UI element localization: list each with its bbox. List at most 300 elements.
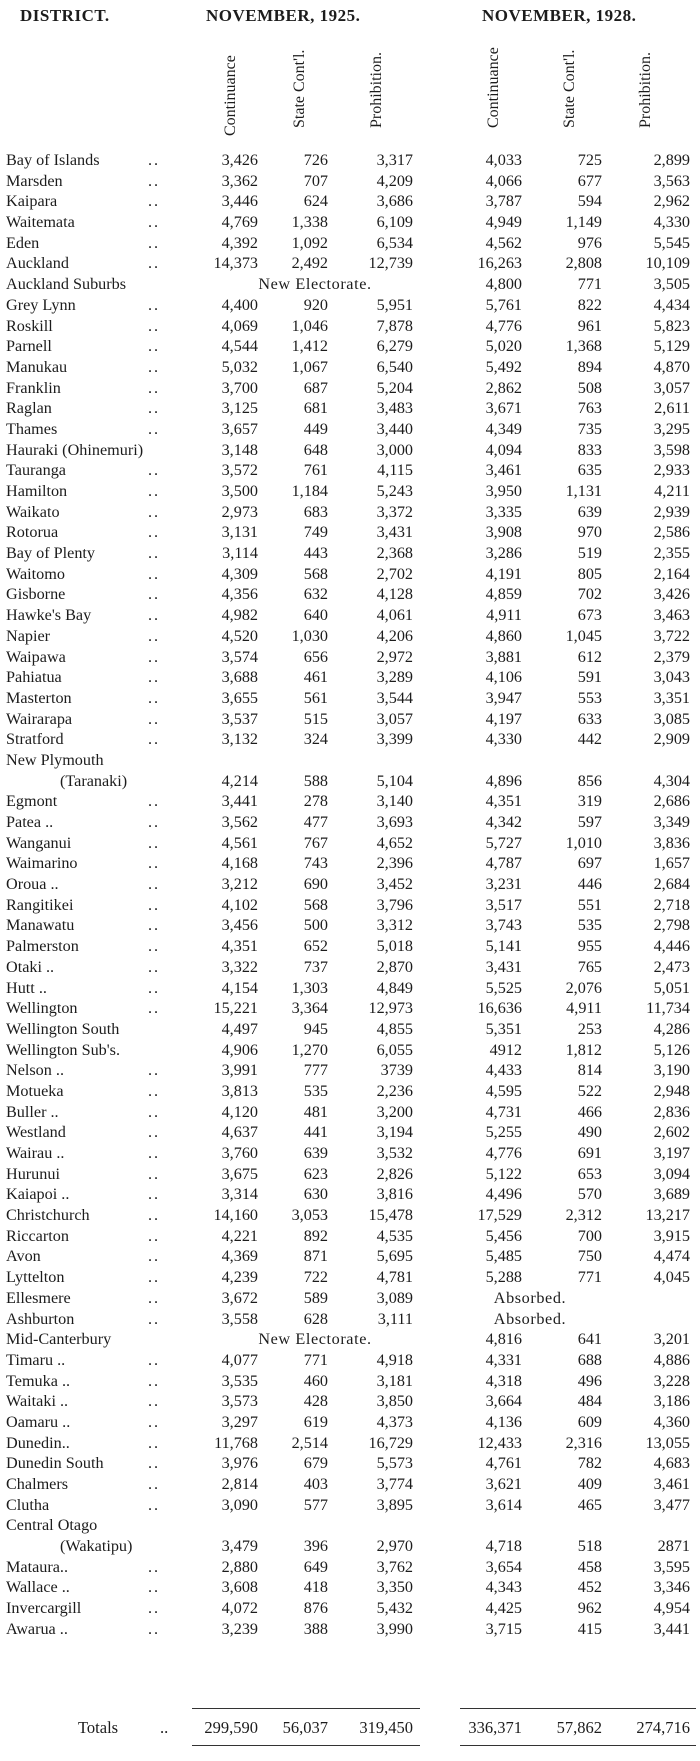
continuance-1928: 4,066 bbox=[485, 171, 522, 190]
prohibition-1925: 5,104 bbox=[376, 771, 413, 790]
continuance-1928: 5,525 bbox=[485, 978, 522, 997]
state-1925: 428 bbox=[303, 1392, 328, 1411]
continuance-1928: 4,197 bbox=[485, 709, 522, 728]
leader-dots: .. bbox=[148, 1123, 161, 1142]
continuance-1928: 4,351 bbox=[485, 792, 522, 811]
continuance-1925: 3,362 bbox=[221, 171, 258, 190]
total-state-1925: 56,037 bbox=[282, 1718, 328, 1737]
state-1928: 771 bbox=[577, 1268, 602, 1287]
state-1925: 500 bbox=[303, 916, 328, 935]
continuance-1925: 3,212 bbox=[221, 875, 258, 894]
state-1928: 597 bbox=[577, 813, 602, 832]
state-1925: 1,046 bbox=[291, 316, 328, 335]
continuance-1928: 4,896 bbox=[485, 771, 522, 790]
continuance-1928: 3,621 bbox=[485, 1475, 522, 1494]
leader-dots: .. bbox=[148, 957, 161, 976]
prohibition-1925: 3,774 bbox=[376, 1475, 413, 1494]
prohibition-1928: 4,434 bbox=[653, 295, 690, 314]
state-1925: 619 bbox=[303, 1412, 328, 1431]
continuance-1928: 4,787 bbox=[485, 854, 522, 873]
district-name: Pahiatua bbox=[6, 668, 62, 687]
state-1925: 461 bbox=[303, 668, 328, 687]
prohibition-1925: 5,951 bbox=[376, 295, 413, 314]
prohibition-1925: 3,289 bbox=[376, 668, 413, 687]
continuance-1928: 3,231 bbox=[485, 875, 522, 894]
table-row bbox=[0, 1309, 700, 1330]
continuance-1925: 14,160 bbox=[213, 1206, 258, 1225]
prohibition-1928: 4,045 bbox=[653, 1268, 690, 1287]
table-row bbox=[0, 1246, 700, 1267]
continuance-1925: 3,558 bbox=[221, 1309, 258, 1328]
state-1925: 1,412 bbox=[291, 337, 328, 356]
leader-dots: .. bbox=[148, 378, 161, 397]
district-name: Clutha bbox=[6, 1495, 50, 1514]
continuance-1925: 3,456 bbox=[221, 916, 258, 935]
prohibition-1928: 3,057 bbox=[653, 378, 690, 397]
table-row bbox=[0, 1495, 700, 1516]
district-name: Bay of Plenty bbox=[6, 544, 96, 563]
table-row bbox=[0, 1122, 700, 1143]
continuance-1928: 3,947 bbox=[485, 688, 522, 707]
leader-dots: .. bbox=[148, 295, 161, 314]
leader-dots: .. bbox=[148, 688, 161, 707]
continuance-1928: 4,911 bbox=[486, 606, 522, 625]
table-row bbox=[0, 998, 700, 1019]
state-1925: 726 bbox=[303, 151, 328, 169]
state-1925: 656 bbox=[303, 647, 328, 666]
table-row bbox=[0, 895, 700, 916]
prohibition-1928: 4,211 bbox=[654, 482, 690, 500]
district-name: Kaiapoi .. bbox=[6, 1185, 70, 1204]
table-row bbox=[0, 1350, 700, 1371]
state-1925: 632 bbox=[303, 585, 328, 604]
table-row bbox=[0, 212, 700, 233]
leader-dots: .. bbox=[148, 792, 161, 811]
prohibition-1925: 3,686 bbox=[376, 192, 413, 211]
state-1928: 822 bbox=[577, 295, 602, 314]
prohibition-1925: 3,399 bbox=[376, 730, 413, 749]
leader-dots: .. bbox=[148, 937, 161, 956]
continuance-1928: 12,433 bbox=[477, 1433, 522, 1452]
leader-dots: .. bbox=[148, 461, 161, 480]
leader-dots: .. bbox=[148, 999, 161, 1018]
leader-dots: .. bbox=[148, 1102, 161, 1121]
district-name: Wairau .. bbox=[6, 1144, 65, 1163]
district-name: Grey Lynn bbox=[6, 295, 76, 314]
state-1925: 771 bbox=[303, 1350, 328, 1369]
prohibition-1928: 4,330 bbox=[653, 213, 690, 232]
state-1928: 594 bbox=[577, 192, 602, 211]
table-row bbox=[0, 1433, 700, 1454]
prohibition-1925: 2,236 bbox=[376, 1081, 413, 1100]
continuance-1925: 3,535 bbox=[221, 1371, 258, 1390]
prohibition-1925: 6,055 bbox=[376, 1040, 413, 1059]
prohibition-1925: 6,540 bbox=[376, 357, 413, 376]
prohibition-1925: 4,855 bbox=[376, 1019, 413, 1038]
table-row bbox=[0, 191, 700, 212]
district-name: Central Otago bbox=[6, 1516, 98, 1535]
state-1925: 892 bbox=[303, 1226, 328, 1245]
prohibition-1925: 3,532 bbox=[376, 1144, 413, 1163]
prohibition-1925: 4,918 bbox=[376, 1350, 413, 1369]
nov-1928-heading: NOVEMBER, 1928. bbox=[482, 6, 637, 25]
prohibition-1928: 2,686 bbox=[653, 792, 690, 811]
prohibition-1925: 5,243 bbox=[376, 482, 413, 500]
continuance-1925: 3,760 bbox=[221, 1144, 258, 1163]
continuance-1925: 4,077 bbox=[221, 1350, 258, 1369]
continuance-1925: 2,973 bbox=[221, 502, 258, 521]
state-1928: 691 bbox=[577, 1144, 602, 1163]
col-continuance-1925: Continuance bbox=[222, 55, 239, 136]
continuance-1925: 3,314 bbox=[221, 1185, 258, 1204]
district-name: Napier bbox=[6, 626, 51, 645]
prohibition-1925: 4,373 bbox=[376, 1412, 413, 1431]
continuance-1925: 4,221 bbox=[221, 1226, 258, 1245]
continuance-1928: 5,141 bbox=[485, 937, 522, 956]
district-name: Masterton bbox=[6, 688, 72, 707]
prohibition-1925: 3,140 bbox=[376, 792, 413, 811]
district-name: Hutt .. bbox=[6, 978, 47, 997]
prohibition-1925: 2,972 bbox=[376, 647, 413, 666]
district-name: Dunedin South bbox=[6, 1454, 104, 1473]
prohibition-1925: 3,350 bbox=[376, 1578, 413, 1597]
state-1925: 640 bbox=[303, 606, 328, 625]
district-name: Waikato bbox=[6, 502, 60, 521]
continuance-1928: 4,318 bbox=[485, 1371, 522, 1390]
state-1925: 687 bbox=[303, 378, 328, 397]
prohibition-1925: 6,109 bbox=[376, 213, 413, 232]
state-1925: 876 bbox=[303, 1599, 328, 1618]
continuance-1928: 4,433 bbox=[485, 1061, 522, 1080]
continuance-1925: 3,114 bbox=[222, 544, 258, 563]
state-1928: 415 bbox=[577, 1619, 602, 1638]
state-1925: 649 bbox=[303, 1557, 328, 1576]
prohibition-1928: 2,586 bbox=[653, 523, 690, 542]
leader-dots: .. bbox=[148, 916, 161, 935]
district-name: Hawke's Bay bbox=[6, 606, 92, 625]
state-1925: 743 bbox=[303, 854, 328, 873]
prohibition-1925: 4,781 bbox=[376, 1268, 413, 1287]
continuance-1925: 2,880 bbox=[221, 1557, 258, 1576]
prohibition-1928: 2,798 bbox=[653, 916, 690, 935]
prohibition-1925: 3,452 bbox=[376, 875, 413, 894]
leader-dots: .. bbox=[148, 213, 161, 232]
prohibition-1928: 13,055 bbox=[645, 1433, 690, 1452]
table-row bbox=[0, 626, 700, 647]
leader-dots: .. bbox=[148, 1495, 161, 1514]
district-name: Riccarton bbox=[6, 1226, 69, 1245]
col-prohibition-1925: Prohibition. bbox=[368, 51, 385, 128]
district-name: Rotorua bbox=[6, 523, 59, 542]
state-1928: 2,312 bbox=[565, 1206, 602, 1225]
district-name: Temuka .. bbox=[6, 1371, 71, 1390]
prohibition-1925: 15,478 bbox=[368, 1206, 413, 1225]
leader-dots: .. bbox=[148, 482, 161, 500]
prohibition-1925: 12,973 bbox=[368, 999, 413, 1018]
continuance-1925: 3,322 bbox=[221, 957, 258, 976]
continuance-1928: 4,342 bbox=[485, 813, 522, 832]
district-name: Auckland bbox=[6, 254, 69, 273]
prohibition-1928: 2,899 bbox=[653, 151, 690, 169]
table-row bbox=[0, 1102, 700, 1123]
prohibition-1925: 3,483 bbox=[376, 399, 413, 418]
continuance-1925: 3,572 bbox=[221, 461, 258, 480]
prohibition-1925: 3,089 bbox=[376, 1288, 413, 1307]
prohibition-1928: 2,909 bbox=[653, 730, 690, 749]
continuance-1928: 4,136 bbox=[485, 1412, 522, 1431]
prohibition-1925: 6,534 bbox=[376, 233, 413, 252]
district-name: Kaipara bbox=[6, 192, 58, 211]
prohibition-1925: 4,206 bbox=[376, 626, 413, 645]
continuance-1925: 4,497 bbox=[221, 1019, 258, 1038]
state-1928: 519 bbox=[577, 544, 602, 563]
prohibition-1925: 3,850 bbox=[376, 1392, 413, 1411]
state-1925: 388 bbox=[303, 1619, 328, 1638]
prohibition-1925: 3,990 bbox=[376, 1619, 413, 1638]
prohibition-1925: 3,431 bbox=[376, 523, 413, 542]
state-1925: 1,030 bbox=[291, 626, 328, 645]
continuance-1925: 3,090 bbox=[221, 1495, 258, 1514]
prohibition-1928: 3,722 bbox=[653, 626, 690, 645]
table-row bbox=[0, 833, 700, 854]
leader-dots: .. bbox=[148, 1433, 161, 1452]
state-1925: 568 bbox=[303, 895, 328, 914]
state-1928: 490 bbox=[577, 1123, 602, 1142]
leader-dots: .. bbox=[148, 1412, 161, 1431]
state-1925: 3,053 bbox=[291, 1206, 328, 1225]
continuance-1925: 11,768 bbox=[214, 1433, 258, 1452]
prohibition-1925: 4,115 bbox=[377, 461, 413, 480]
prohibition-1925: 3,317 bbox=[376, 151, 413, 169]
state-1928: 522 bbox=[577, 1081, 602, 1100]
district-name: Ellesmere bbox=[6, 1288, 71, 1307]
col-continuance-1928: Continuance bbox=[485, 47, 502, 128]
continuance-1925: 4,369 bbox=[221, 1247, 258, 1266]
table-row bbox=[0, 171, 700, 192]
table-row bbox=[0, 584, 700, 605]
leader-dots: .. bbox=[148, 833, 161, 852]
continuance-1925: 3,976 bbox=[221, 1454, 258, 1473]
state-1925: 679 bbox=[303, 1454, 328, 1473]
continuance-1928: 4,595 bbox=[485, 1081, 522, 1100]
continuance-1928: 16,636 bbox=[477, 999, 522, 1018]
prohibition-1928: 2,611 bbox=[654, 399, 690, 418]
district-name: Patea .. bbox=[6, 813, 54, 832]
table-row bbox=[0, 233, 700, 254]
state-1928: 961 bbox=[577, 316, 602, 335]
prohibition-1925: 4,061 bbox=[376, 606, 413, 625]
continuance-1928: 5,351 bbox=[485, 1019, 522, 1038]
leader-dots: .. bbox=[148, 564, 161, 583]
district-name: Wellington South bbox=[6, 1019, 120, 1038]
state-1925: 945 bbox=[303, 1019, 328, 1038]
state-1928: 976 bbox=[577, 233, 602, 252]
district-name: Roskill bbox=[6, 316, 53, 335]
continuance-1925: 4,072 bbox=[221, 1599, 258, 1618]
state-1925: 639 bbox=[303, 1144, 328, 1163]
prohibition-1925: 3,000 bbox=[376, 440, 413, 459]
state-1928: 4,911 bbox=[566, 999, 602, 1018]
district-name: Invercargill bbox=[6, 1599, 82, 1618]
total-state-1928: 57,862 bbox=[556, 1718, 602, 1737]
state-1928: 1,045 bbox=[565, 626, 602, 645]
prohibition-1925: 6,279 bbox=[376, 337, 413, 356]
prohibition-1928: 3,190 bbox=[653, 1061, 690, 1080]
continuance-1928: 3,286 bbox=[485, 544, 522, 563]
continuance-1928: 4,776 bbox=[485, 1144, 522, 1163]
total-continuance-1928: 336,371 bbox=[468, 1718, 522, 1737]
continuance-1928: 16,263 bbox=[477, 254, 522, 273]
district-name: Nelson .. bbox=[6, 1061, 64, 1080]
district-name: Raglan bbox=[6, 399, 52, 418]
district-name: Christchurch bbox=[6, 1206, 90, 1225]
leader-dots: .. bbox=[148, 399, 161, 418]
continuance-1925: 3,688 bbox=[221, 668, 258, 687]
prohibition-1928: 2,684 bbox=[653, 875, 690, 894]
continuance-1928: 4,949 bbox=[485, 213, 522, 232]
prohibition-1928: 4,870 bbox=[653, 357, 690, 376]
table-row bbox=[0, 915, 700, 936]
col-state-1925: State Cont'l. bbox=[291, 49, 308, 128]
state-1928: 465 bbox=[577, 1495, 602, 1514]
continuance-1925: 4,154 bbox=[221, 978, 258, 997]
table-row bbox=[0, 1619, 700, 1640]
continuance-1925: 4,069 bbox=[221, 316, 258, 335]
continuance-1925: 3,297 bbox=[221, 1412, 258, 1431]
prohibition-1928: 2,836 bbox=[653, 1102, 690, 1121]
district-name: Wairarapa bbox=[6, 709, 73, 728]
leader-dots: .. bbox=[148, 709, 161, 728]
state-1925: 589 bbox=[303, 1288, 328, 1307]
district-name: Rangitikei bbox=[6, 895, 74, 914]
state-1928: 763 bbox=[577, 399, 602, 418]
state-1928: 955 bbox=[577, 937, 602, 956]
prohibition-1928: 2,962 bbox=[653, 192, 690, 211]
district-name: Gisborne bbox=[6, 585, 66, 604]
totals-sep: .. bbox=[160, 1718, 169, 1737]
district-name: Ashburton bbox=[6, 1309, 75, 1328]
prohibition-1928: 3,197 bbox=[653, 1144, 690, 1163]
state-1928: 677 bbox=[577, 171, 602, 190]
continuance-1925: 3,148 bbox=[221, 440, 258, 459]
table-row bbox=[0, 874, 700, 895]
prohibition-1928: 3,915 bbox=[653, 1226, 690, 1245]
table-row bbox=[0, 1474, 700, 1495]
district-name: Egmont bbox=[6, 792, 58, 811]
table-row bbox=[0, 1081, 700, 1102]
continuance-1925: 3,131 bbox=[221, 523, 258, 542]
prohibition-1928: 5,126 bbox=[653, 1040, 690, 1059]
state-1928: 591 bbox=[577, 668, 602, 687]
state-1928: 518 bbox=[577, 1537, 602, 1556]
table-row bbox=[0, 440, 700, 461]
leader-dots: .. bbox=[148, 192, 161, 211]
continuance-1925: 15,221 bbox=[213, 999, 258, 1018]
leader-dots: .. bbox=[148, 1288, 161, 1307]
prohibition-1928: 13,217 bbox=[645, 1206, 690, 1225]
state-1928: 484 bbox=[577, 1392, 602, 1411]
continuance-1928: 5,492 bbox=[485, 357, 522, 376]
state-1928: 688 bbox=[577, 1350, 602, 1369]
state-1925: 441 bbox=[303, 1123, 328, 1142]
continuance-1928: 5,761 bbox=[485, 295, 522, 314]
totals-rule-lower bbox=[192, 1745, 420, 1746]
prohibition-1925: 5,573 bbox=[376, 1454, 413, 1473]
leader-dots: .. bbox=[148, 1226, 161, 1245]
continuance-1928: 17,529 bbox=[477, 1206, 522, 1225]
continuance-1925: 4,102 bbox=[221, 895, 258, 914]
leader-dots: .. bbox=[148, 1268, 161, 1287]
state-1928: 253 bbox=[577, 1019, 602, 1038]
leader-dots: .. bbox=[148, 1061, 161, 1080]
state-1925: 722 bbox=[303, 1268, 328, 1287]
district-name: Chalmers bbox=[6, 1475, 69, 1494]
district-name: Buller .. bbox=[6, 1102, 59, 1121]
district-name: Waipawa bbox=[6, 647, 66, 666]
continuance-1928: 3,950 bbox=[485, 482, 522, 500]
district-name: Manawatu bbox=[6, 916, 75, 935]
state-1925: 449 bbox=[303, 419, 328, 438]
state-1928: 814 bbox=[577, 1061, 602, 1080]
leader-dots: .. bbox=[148, 419, 161, 438]
state-1928: 1,010 bbox=[565, 833, 602, 852]
continuance-1928: 4,331 bbox=[485, 1350, 522, 1369]
prohibition-1928: 3,505 bbox=[653, 275, 690, 294]
continuance-1928: 4,033 bbox=[485, 151, 522, 169]
district-name: Wellington Sub's. bbox=[6, 1040, 121, 1059]
prohibition-1928: 2871 bbox=[657, 1537, 690, 1556]
state-1928: 641 bbox=[577, 1330, 602, 1349]
district-name: Bay of Islands bbox=[6, 151, 100, 169]
state-1925: 761 bbox=[303, 461, 328, 480]
table-row bbox=[0, 419, 700, 440]
prohibition-1928: 4,474 bbox=[653, 1247, 690, 1266]
state-1928: 612 bbox=[577, 647, 602, 666]
state-1925: 396 bbox=[303, 1537, 328, 1556]
continuance-1928: 4,425 bbox=[485, 1599, 522, 1618]
district-name: Parnell bbox=[6, 337, 52, 356]
continuance-1925: 3,562 bbox=[221, 813, 258, 832]
district-name: Manukau bbox=[6, 357, 68, 376]
state-1925: 568 bbox=[303, 564, 328, 583]
state-1925: 2,492 bbox=[291, 254, 328, 273]
district-name: Lyttelton bbox=[6, 1268, 65, 1287]
continuance-1925: 4,982 bbox=[221, 606, 258, 625]
continuance-1925: 4,214 bbox=[221, 771, 258, 790]
continuance-1928: 4,718 bbox=[485, 1537, 522, 1556]
prohibition-1925: 7,878 bbox=[376, 316, 413, 335]
state-1928: 894 bbox=[577, 357, 602, 376]
table-row bbox=[0, 357, 700, 378]
state-1928: 1,368 bbox=[565, 337, 602, 356]
state-1928: 496 bbox=[577, 1371, 602, 1390]
totals-label: Totals bbox=[78, 1718, 119, 1737]
state-1925: 767 bbox=[303, 833, 328, 852]
totals-rule-upper-1928 bbox=[460, 1708, 696, 1709]
leader-dots: .. bbox=[148, 316, 161, 335]
note-1925: New Electorate. bbox=[258, 275, 372, 294]
district-name-cont: (Taranaki) bbox=[60, 771, 128, 790]
prohibition-1928: 3,461 bbox=[653, 1475, 690, 1494]
continuance-1928: 3,715 bbox=[485, 1619, 522, 1638]
table-row bbox=[0, 1557, 700, 1578]
continuance-1925: 2,814 bbox=[221, 1475, 258, 1494]
prohibition-1925: 2,396 bbox=[376, 854, 413, 873]
prohibition-1925: 2,870 bbox=[376, 957, 413, 976]
table-row bbox=[0, 750, 700, 791]
district-name: New Plymouth bbox=[6, 750, 104, 769]
continuance-1928: 4,343 bbox=[485, 1578, 522, 1597]
